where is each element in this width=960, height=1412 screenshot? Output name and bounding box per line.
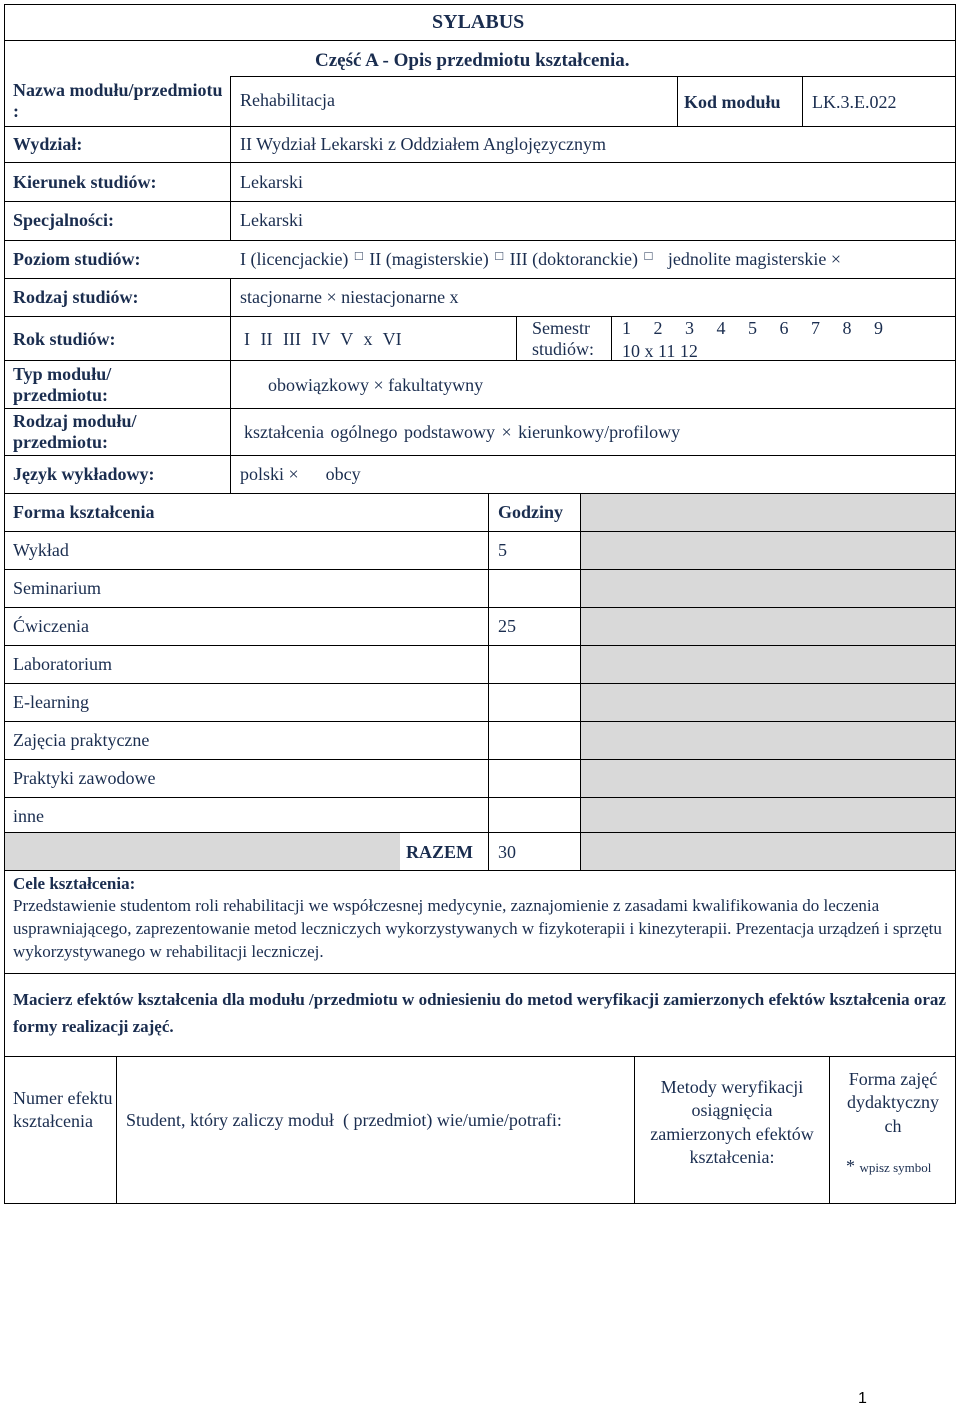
page-subtitle: Część A - Opis przedmiotu kształcenia. <box>315 50 630 71</box>
specialty-value: Lekarski <box>240 210 303 230</box>
field-value: Lekarski <box>240 172 303 192</box>
matrix-col-methods: Metody weryfikacji osiągnięcia zamierzonych efektów kształcenia: <box>650 1077 814 1168</box>
semester-label: Semestr studiów: <box>532 318 595 359</box>
goals-text: Przedstawienie studentom roli rehabilitacji we współczesnej medycynie, zaznajomienie z zasadami kwalifikowania do leczenia usprawniającego, zaprezentowanie metod leczniczych wykorzystywanych w fizykoterapii i kinezyterapii. Prezentacja urządzeń i sprzętu wykorzystywanego w rehabilitacji leczniczej. <box>13 896 942 961</box>
module-type-label: Typ modułu/ przedmiotu: <box>13 364 112 405</box>
module-code-label: Kod modułu <box>684 92 781 112</box>
level-opt4: jednolite magisterskie <box>667 249 827 269</box>
level-opt3: III (doktoranckie) <box>509 249 639 269</box>
year-label: Rok studiów: <box>13 329 116 349</box>
note-text: wpisz symbol <box>859 1160 932 1175</box>
module-code-value: LK.3.E.022 <box>812 92 897 112</box>
module-name-value: Rehabilitacja <box>240 90 335 110</box>
total-label: RAZEM <box>406 842 473 862</box>
hours-col-hours: Godziny <box>498 502 564 522</box>
hours-row-value: 25 <box>498 616 516 636</box>
hours-row-name: Ćwiczenia <box>13 616 89 636</box>
hours-row-name: Zajęcia praktyczne <box>13 730 150 750</box>
asterisk: * <box>846 1156 855 1176</box>
checkbox-empty-icon: □ <box>354 248 363 263</box>
hours-row-name: inne <box>13 806 44 826</box>
language-label: Język wykładowy: <box>13 464 155 484</box>
semester-row1: 1 2 3 4 5 6 7 8 9 <box>622 318 883 338</box>
year-value: I II III IV V x VI <box>244 329 402 349</box>
matrix-col-number: Numer efektu kształcenia <box>13 1088 113 1132</box>
level-label: Poziom studiów: <box>13 249 141 269</box>
study-type-label: Rodzaj studiów: <box>13 287 139 307</box>
checkbox-x-icon: × <box>830 249 842 269</box>
page-title: SYLABUS <box>432 11 525 33</box>
matrix-col-student: Student, który zaliczy moduł ( przedmiot) wie/umie/potrafi: <box>126 1110 562 1130</box>
hours-row-name: Laboratorium <box>13 654 112 674</box>
hours-row-name: Praktyki zawodowe <box>13 768 156 788</box>
study-type-value: stacjonarne × niestacjonarne x <box>240 287 459 307</box>
hours-row-value: 5 <box>498 540 507 560</box>
hours-col-form: Forma kształcenia <box>13 502 155 522</box>
hours-row-name: Seminarium <box>13 578 101 598</box>
checkbox-empty-icon: □ <box>495 248 504 263</box>
module-type-value: obowiązkowy × fakultatywny <box>268 375 484 395</box>
module-kind-value: kształcenia ogólnego podstawowy × kierunkowy/profilowy <box>244 422 681 442</box>
level-opt2: II (magisterskie) <box>369 249 489 269</box>
module-name-label: Nazwa modułu/przedmiotu : <box>13 80 223 121</box>
specialty-label: Specjalności: <box>13 210 114 230</box>
matrix-col-form: Forma zajęć dydaktyczny ch <box>847 1069 939 1136</box>
goals-label: Cele kształcenia: <box>13 874 136 893</box>
faculty-label: Wydział: <box>13 134 83 154</box>
module-kind-label: Rodzaj modułu/ przedmiotu: <box>13 411 137 452</box>
matrix-title: Macierz efektów kształcenia dla modułu /przedmiotu w odniesieniu do metod weryfikacji zamierzonych efektów kształcenia oraz formy realizacji zajęć. <box>13 990 946 1037</box>
hours-row-name: E-learning <box>13 692 89 712</box>
semester-row2: 10 x 11 12 <box>622 341 698 361</box>
total-value: 30 <box>498 842 516 862</box>
level-options <box>240 249 841 270</box>
language-value: polski × obcy <box>240 464 366 484</box>
faculty-value: II Wydział Lekarski z Oddziałem Anglojęzycznym <box>240 134 606 154</box>
hours-row-name: Wykład <box>13 540 69 560</box>
matrix-col-form-note <box>846 1156 931 1177</box>
field-label: Kierunek studiów: <box>13 172 157 192</box>
level-opt1: I (licencjackie) <box>240 249 349 269</box>
total-gray-left <box>5 832 400 870</box>
checkbox-empty-icon: □ <box>644 248 653 263</box>
page-number: 1 <box>858 1390 867 1407</box>
hours-gray-area <box>580 493 955 870</box>
